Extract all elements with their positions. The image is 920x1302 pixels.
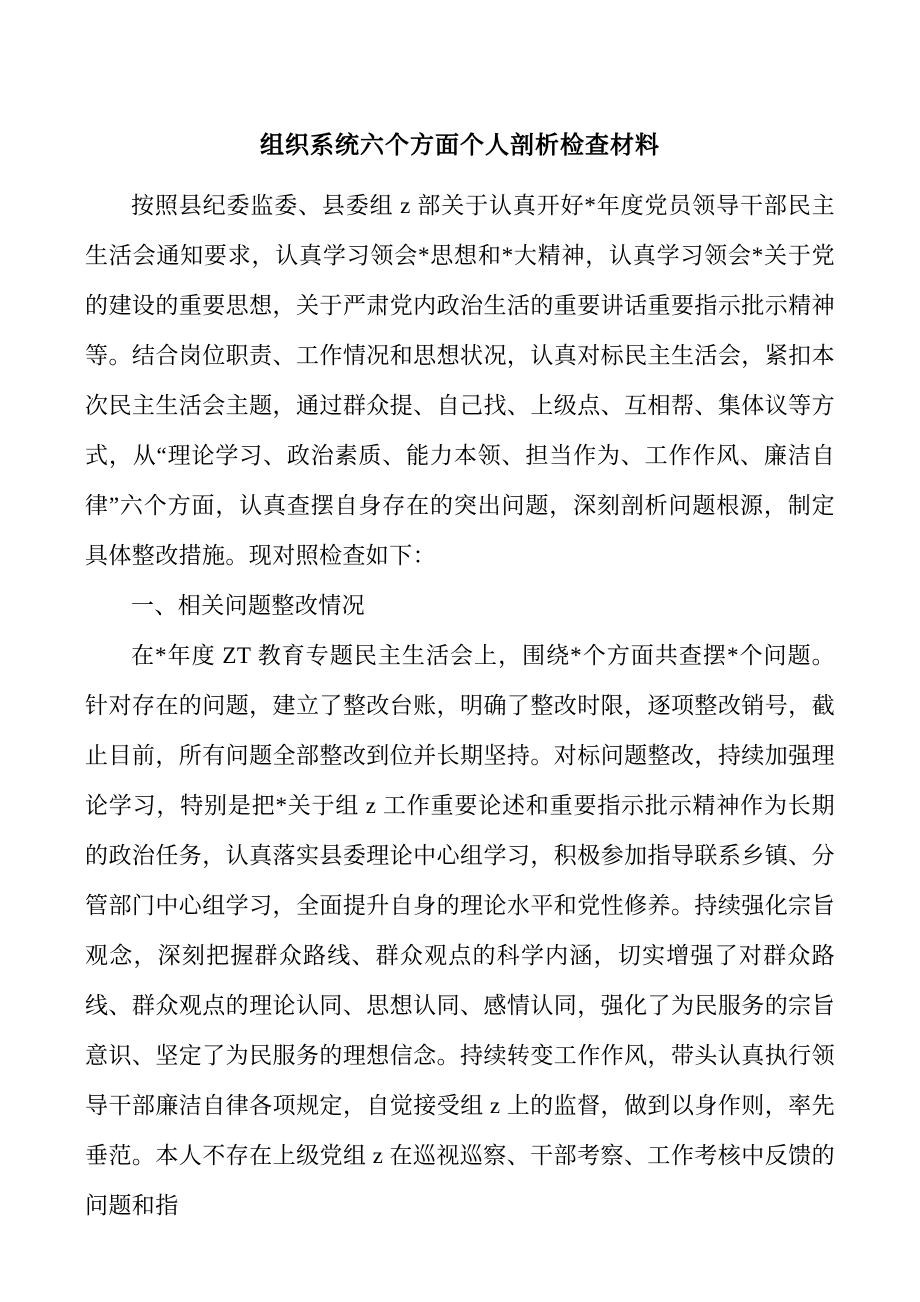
document-title: 组织系统六个方面个人剖析检查材料 (260, 133, 660, 159)
body-paragraph: 在*年度 ZT 教育专题民主生活会上，围绕*个方面共查摆*个问题。针对存在的问题，建立了整改台账，明确了整改时限，逐项整改销号，截止目前，所有问题全部整改到位并长期坚持。对标问题整改，持续加强理论学习，特别是把*关于组 z 工作重要论述和重要指示批示精神作为长期的政治任务，认真落实县委理论中心组学习，积极参加指导联系乡镇、分管部门中心组学习，全面提升自身的理论水平和党性修养。持续强化宗旨观念，深刻把握群众路线、群众观点的科学内涵，切实增强了对群众路线、群众观点的理论认同、思想认同、感情认同，强化了为民服务的宗旨意识、坚定了为民服务的理想信念。持续转变工作作风，带头认真执行领导干部廉洁自律各项规定，自觉接受组 z 上的监督，做到以身作则，率先垂范。本人不存在上级党组 z 在巡视巡察、干部考察、工作考核中反馈的问题和指 (85, 643, 835, 1218)
section-heading: 一、相关问题整改情况 (131, 593, 365, 618)
document-body (85, 181, 835, 1231)
body-paragraph: 按照县纪委监委、县委组 z 部关于认真开好*年度党员领导干部民主生活会通知要求，认真学习领会*思想和*大精神，认真学习领会*关于党的建设的重要思想，关于严肃党内政治生活的重要讲话重要指示批示精神等。结合岗位职责、工作情况和思想状况，认真对标民主生活会，紧扣本次民主生活会主题，通过群众提、自己找、上级点、互相帮、集体议等方式，从“理论学习、政治素质、能力本领、担当作为、工作作风、廉洁自律”六个方面，认真查摆自身存在的突出问题，深刻剖析问题根源，制定具体整改措施。现对照检查如下： (85, 193, 835, 568)
